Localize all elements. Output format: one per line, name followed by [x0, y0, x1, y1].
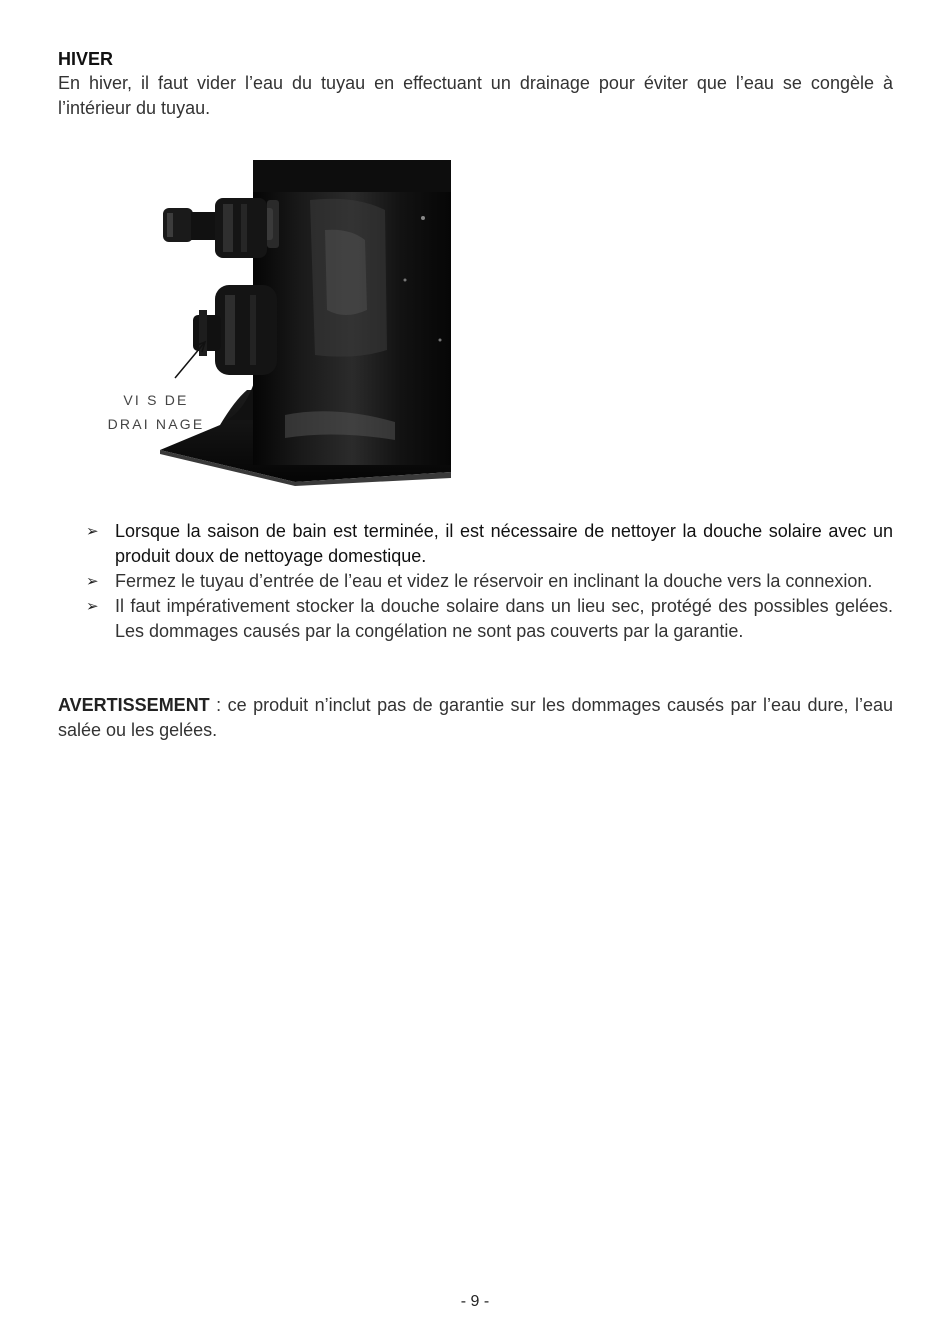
arrow-bullet-icon: ➢: [86, 523, 99, 540]
warning-label: AVERTISSEMENT: [58, 695, 210, 715]
instructions-list: [86, 519, 893, 644]
list-item: [86, 569, 893, 594]
drain-screw-label-line2: DRAI NAGE: [107, 416, 205, 432]
list-item-text: Fermez le tuyau d’entrée de l’eau et videz le réservoir en inclinant la douche vers la connexion.: [115, 571, 873, 591]
list-item: [86, 519, 893, 569]
arrow-bullet-icon: ➢: [86, 573, 99, 590]
drain-screw-photo: [155, 160, 455, 486]
list-item-text: Lorsque la saison de bain est terminée, il est nécessaire de nettoyer la douche solaire avec un produit doux de nettoyage domestique.: [115, 521, 893, 566]
list-item-text: Il faut impérativement stocker la douche solaire dans un lieu sec, protégé des possibles gelées. Les dommages causés par la congélation ne sont pas couverts par la garantie.: [115, 596, 893, 641]
arrow-bullet-icon: ➢: [86, 598, 99, 615]
list-item: [86, 594, 893, 644]
warning-paragraph: [58, 693, 893, 743]
drain-screw-label: [103, 388, 209, 436]
section-heading: HIVER: [58, 49, 114, 69]
intro-paragraph: En hiver, il faut vider l’eau du tuyau en effectuant un drainage pour éviter que l’eau se congèle à l’intérieur du tuyau.: [58, 73, 893, 118]
warning-text: : ce produit n’inclut pas de garantie sur les dommages causés par l’eau dure, l’eau salée ou les gelées.: [58, 695, 893, 740]
page-number: - 9 -: [460, 1293, 490, 1310]
drain-screw-label-line1: VI S DE: [123, 392, 189, 408]
